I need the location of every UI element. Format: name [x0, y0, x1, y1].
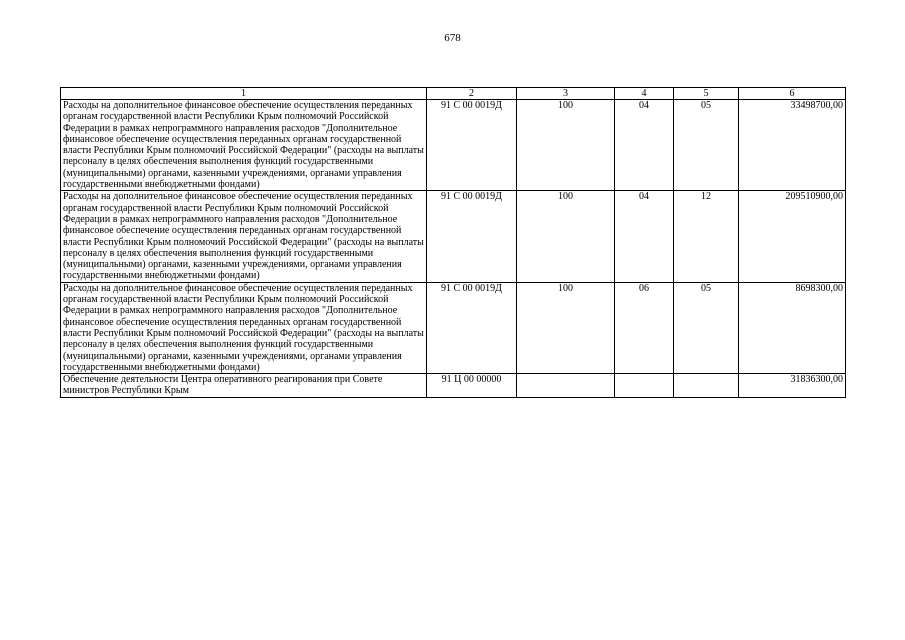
row-code-cell: 91 С 00 0019Д	[427, 282, 517, 373]
row-code-cell: 91 С 00 0019Д	[427, 191, 517, 282]
row-amount-cell: 33498700,00	[739, 100, 846, 191]
row-code-cell: 91 Ц 00 00000	[427, 374, 517, 398]
column-header-amount: 6	[739, 88, 846, 100]
row-type-cell: 100	[517, 191, 615, 282]
row-section-cell: 04	[615, 100, 674, 191]
row-subsection-cell: 12	[674, 191, 739, 282]
table-header-row	[61, 88, 846, 100]
row-section-cell	[615, 374, 674, 398]
row-name-cell: Обеспечение деятельности Центра оперативного реагирования при Совете министров Республики Крым	[61, 374, 427, 398]
table-row	[61, 191, 846, 282]
row-type-cell	[517, 374, 615, 398]
row-section-cell: 04	[615, 191, 674, 282]
column-header-type: 3	[517, 88, 615, 100]
budget-table	[60, 87, 846, 398]
column-header-name: 1	[61, 88, 427, 100]
page-number: 678	[444, 32, 461, 44]
table-row	[61, 100, 846, 191]
row-amount-cell: 209510900,00	[739, 191, 846, 282]
row-subsection-cell	[674, 374, 739, 398]
column-header-code: 2	[427, 88, 517, 100]
row-amount-cell: 31836300,00	[739, 374, 846, 398]
row-subsection-cell: 05	[674, 100, 739, 191]
table-row	[61, 374, 846, 398]
row-type-cell: 100	[517, 100, 615, 191]
table-row	[61, 282, 846, 373]
row-amount-cell: 8698300,00	[739, 282, 846, 373]
row-name-cell: Расходы на дополнительное финансовое обеспечение осуществления переданных органам государственной власти Республики Крым полномочий Российской Федерации в рамках непрограммного направления расходов "Дополнительное финансовое обеспечение осуществления переданных органам государственной власти Республики Крым полномочий Российской Федерации" (расходы на выплаты персоналу в целях обеспечения выполнения функций государственными (муниципальными) органами, казенными учреждениями, органами управления государственными внебюджетными фондами)	[61, 191, 427, 282]
row-subsection-cell: 05	[674, 282, 739, 373]
column-header-subsection: 5	[674, 88, 739, 100]
row-code-cell: 91 С 00 0019Д	[427, 100, 517, 191]
row-type-cell: 100	[517, 282, 615, 373]
row-name-cell: Расходы на дополнительное финансовое обеспечение осуществления переданных органам государственной власти Республики Крым полномочий Российской Федерации в рамках непрограммного направления расходов "Дополнительное финансовое обеспечение осуществления переданных органам государственной власти Республики Крым полномочий Российской Федерации" (расходы на выплаты персоналу в целях обеспечения выполнения функций государственными (муниципальными) органами, казенными учреждениями, органами управления государственными внебюджетными фондами)	[61, 100, 427, 191]
column-header-section: 4	[615, 88, 674, 100]
row-name-cell: Расходы на дополнительное финансовое обеспечение осуществления переданных органам государственной власти Республики Крым полномочий Российской Федерации в рамках непрограммного направления расходов "Дополнительное финансовое обеспечение осуществления переданных органам государственной власти Республики Крым полномочий Российской Федерации" (расходы на выплаты персоналу в целях обеспечения выполнения функций государственными (муниципальными) органами, казенными учреждениями, органами управления государственными внебюджетными фондами)	[61, 282, 427, 373]
row-section-cell: 06	[615, 282, 674, 373]
